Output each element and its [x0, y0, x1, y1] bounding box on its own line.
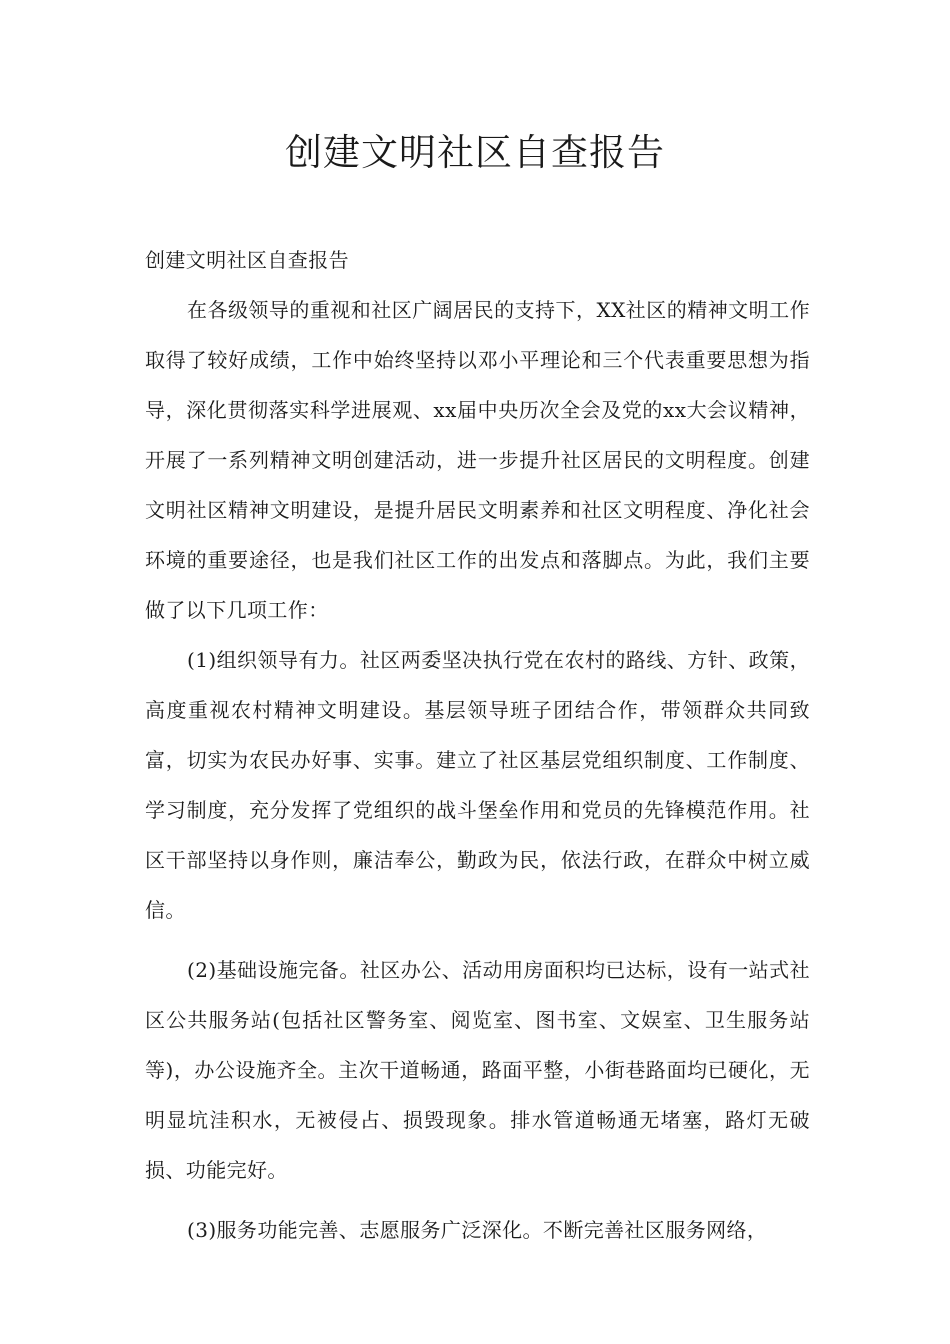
document-title: 创建文明社区自查报告 — [285, 131, 665, 174]
document-body — [145, 235, 810, 1255]
paragraph-services: (3)服务功能完善、志愿服务广泛深化。不断完善社区服务网络， — [187, 1218, 768, 1242]
paragraph-infrastructure: (2)基础设施完备。社区办公、活动用房面积均已达标，设有一站式社区公共服务站(包括社区警务室、阅览室、图书室、文娱室、卫生服务站等)，办公设施齐全。主次干道畅通，路面平整，小街巷路面均已硬化，无明显坑洼积水，无被侵占、损毁现象。排水管道畅通无堵塞，路灯无破损、功能完好。 — [145, 958, 810, 1182]
paragraph-organization: (1)组织领导有力。社区两委坚决执行党在农村的路线、方针、政策，高度重视农村精神文明建设。基层领导班子团结合作，带领群众共同致富，切实为农民办好事、实事。建立了社区基层党组织制度、工作制度、学习制度，充分发挥了党组织的战斗堡垒作用和党员的先锋模范作用。社区干部坚持以身作则，廉洁奉公，勤政为民，依法行政，在群众中树立威信。 — [145, 648, 810, 922]
document-subtitle: 创建文明社区自查报告 — [145, 248, 349, 272]
paragraph-intro: 在各级领导的重视和社区广阔居民的支持下，XX社区的精神文明工作取得了较好成绩，工作中始终坚持以邓小平理论和三个代表重要思想为指导，深化贯彻落实科学进展观、xx届中央历次全会及党的xx大会议精神，开展了一系列精神文明创建活动，进一步提升社区居民的文明程度。创建文明社区精神文明建设，是提升居民文明素养和社区文明程度、净化社会环境的重要途径，也是我们社区工作的出发点和落脚点。为此，我们主要做了以下几项工作： — [145, 298, 810, 622]
